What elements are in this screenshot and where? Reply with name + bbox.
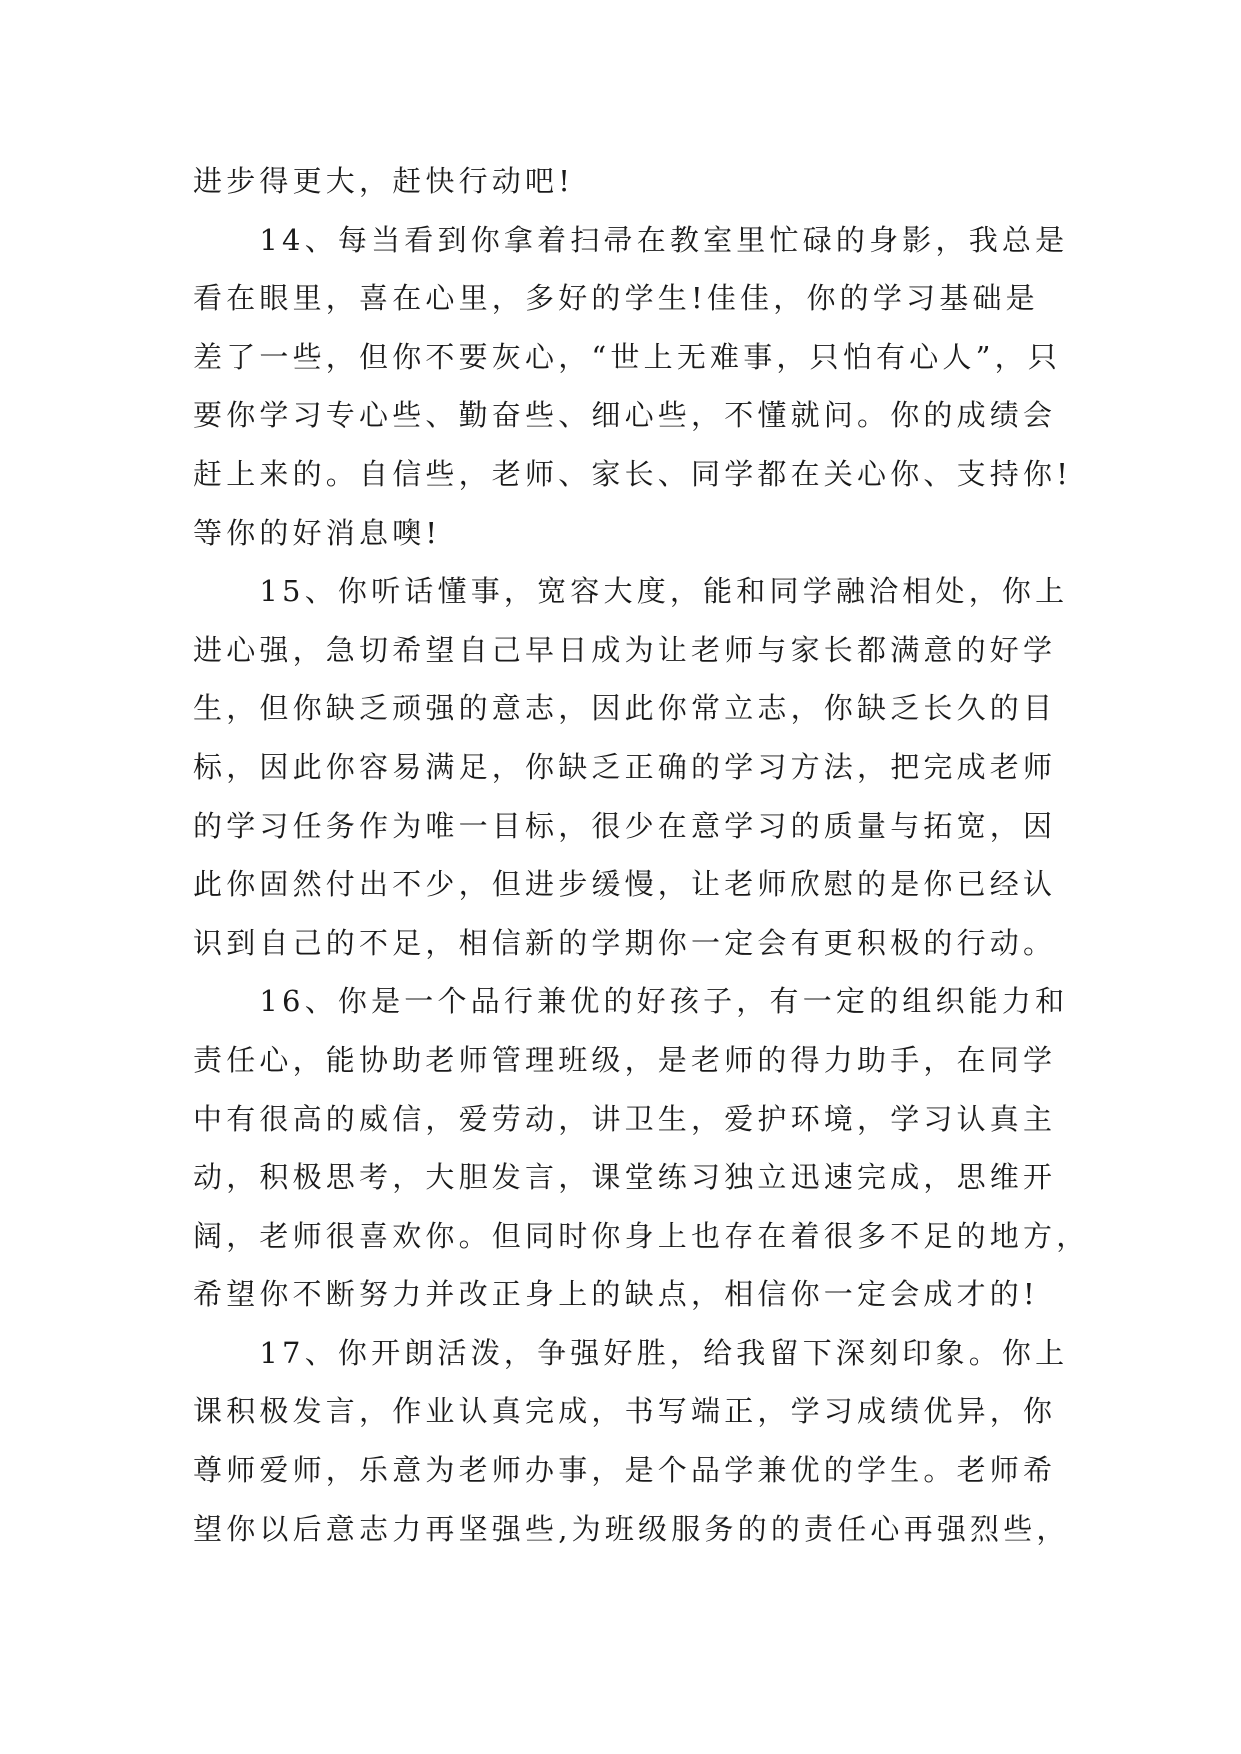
text-line: 进心强，急切希望自己早日成为让老师与家长都满意的好学 <box>193 632 1057 667</box>
text-line: 的学习任务作为唯一目标，很少在意学习的质量与拓宽，因 <box>193 808 1057 843</box>
text-line: 进步得更大，赶快行动吧! <box>193 164 575 198</box>
text-line: 责任心，能协助老师管理班级，是老师的得力助手，在同学 <box>193 1042 1057 1077</box>
text-line: 看在眼里，喜在心里，多好的学生!佳佳，你的学习基础是 <box>193 281 1039 316</box>
text-line: 希望你不断努力并改正身上的缺点，相信你一定会成才的! <box>193 1277 1039 1312</box>
text-line: 16、你是一个品行兼优的好孩子，有一定的组织能力和 <box>193 984 1069 1019</box>
text-line: 识到自己的不足，相信新的学期你一定会有更积极的行动。 <box>193 925 1057 960</box>
text-line: 17、你开朗活泼，争强好胜，给我留下深刻印象。你上 <box>193 1335 1069 1370</box>
text-line: 差了一些，但你不要灰心，“世上无难事，只怕有心人”，只 <box>193 339 1062 374</box>
text-line: 赶上来的。自信些，老师、家长、同学都在关心你、支持你! <box>193 456 1073 491</box>
text-line: 动，积极思考，大胆发言，课堂练习独立迅速完成，思维开 <box>193 1160 1057 1195</box>
text-line: 尊师爱师，乐意为老师办事，是个品学兼优的学生。老师希 <box>193 1453 1057 1488</box>
text-line: 阔，老师很喜欢你。但同时你身上也存在着很多不足的地方， <box>193 1218 1090 1253</box>
text-line: 要你学习专心些、勤奋些、细心些，不懂就问。你的成绩会 <box>193 398 1057 433</box>
text-line: 望你以后意志力再坚强些,为班级服务的的责任心再强烈些， <box>193 1511 1070 1546</box>
text-line: 课积极发言，作业认真完成，书写端正，学习成绩优异，你 <box>193 1394 1057 1429</box>
text-line: 等你的好消息噢! <box>193 515 442 550</box>
text-line: 中有很高的威信，爱劳动，讲卫生，爱护环境，学习认真主 <box>193 1101 1057 1136</box>
text-line: 15、你听话懂事，宽容大度，能和同学融洽相处，你上 <box>193 574 1069 609</box>
text-line: 标，因此你容易满足，你缺乏正确的学习方法，把完成老师 <box>193 749 1057 784</box>
text-line: 14、每当看到你拿着扫帚在教室里忙碌的身影，我总是 <box>193 222 1069 257</box>
document-body <box>193 152 1090 1558</box>
text-line: 生，但你缺乏顽强的意志，因此你常立志，你缺乏长久的目 <box>193 691 1057 726</box>
text-line: 此你固然付出不少，但进步缓慢，让老师欣慰的是你已经认 <box>193 867 1057 902</box>
